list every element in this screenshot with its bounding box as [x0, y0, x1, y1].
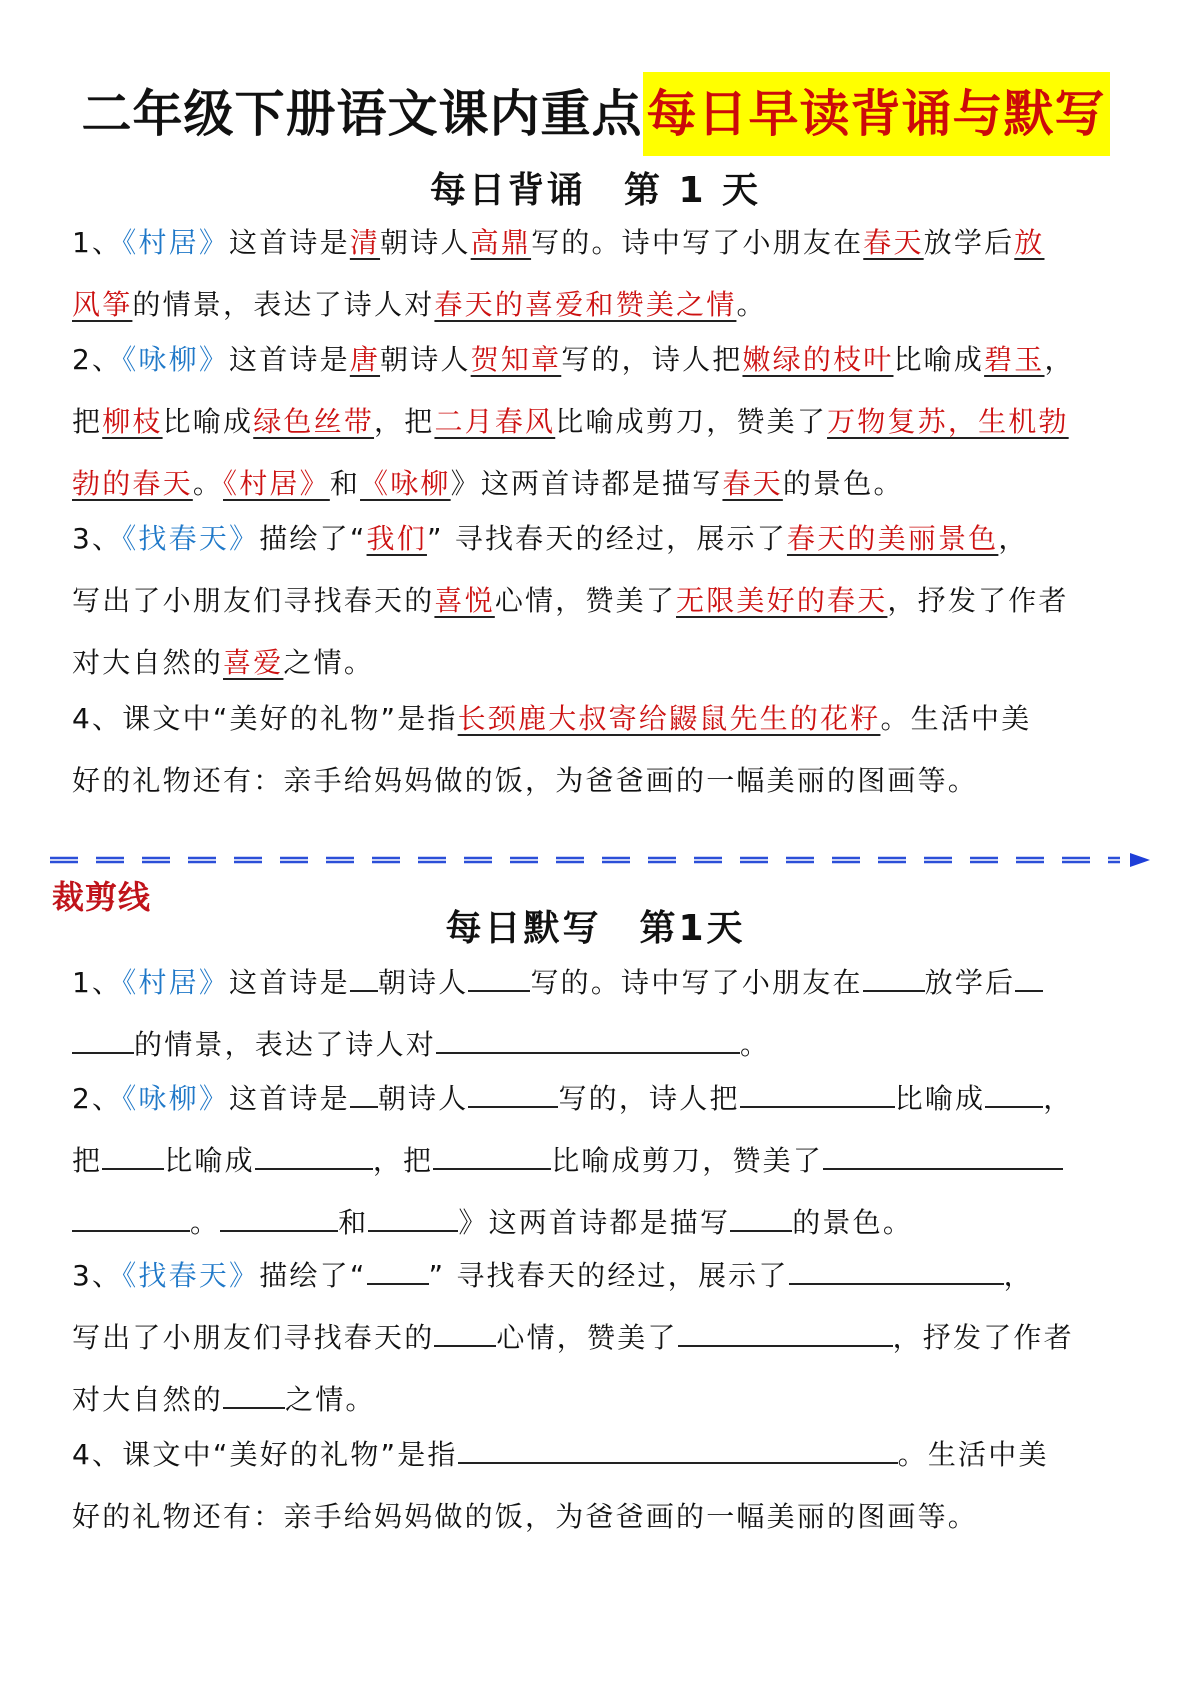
answer: 唐	[349, 343, 381, 376]
text: 放学后	[924, 966, 1016, 999]
text: 的情景，表达了诗人对	[134, 1028, 437, 1061]
blank-field[interactable]	[678, 1323, 893, 1347]
answer: 春天的美丽景色	[786, 522, 999, 555]
answer: 柳枝	[102, 405, 163, 438]
item-number: 3、	[72, 522, 123, 555]
text: 的景色。	[792, 1206, 914, 1239]
text: 朝诗人	[380, 343, 471, 376]
text: 之情。	[285, 1383, 376, 1416]
poem-title: 《咏柳》	[122, 1082, 230, 1115]
text: ” 寻找春天的经过，展示了	[426, 522, 787, 555]
text: 这首诗是	[229, 226, 350, 259]
title-highlight: 每日早读背诵与默写	[643, 72, 1110, 156]
answer: 《咏柳	[360, 467, 451, 500]
recite-item-3	[72, 508, 1122, 694]
recite-heading-right: 第 1 天	[623, 170, 762, 211]
dictation-heading	[0, 900, 1191, 951]
item-number: 2、	[72, 343, 123, 376]
answer: 长颈鹿大叔寄给鼹鼠先生的花籽	[457, 702, 881, 735]
answer: 万物复苏，生机勃	[827, 405, 1069, 438]
blank-field[interactable]	[789, 1261, 1004, 1285]
answer: 碧玉	[984, 343, 1045, 376]
answer: 放	[1014, 226, 1045, 259]
text: 。	[736, 288, 767, 321]
answer: 高鼎	[470, 226, 532, 259]
blank-field[interactable]	[368, 1208, 458, 1232]
answer: 春天的喜爱和赞美之情	[434, 288, 737, 321]
text: 。生活中美	[897, 1438, 1049, 1471]
answer: 无限美好的春天	[676, 584, 888, 617]
text: 朝诗人	[380, 226, 471, 259]
text: ，	[1043, 1082, 1074, 1115]
text: 这首诗是	[229, 1082, 350, 1115]
text: 比喻成	[894, 1082, 986, 1115]
blank-field[interactable]	[220, 1208, 338, 1232]
answer: 春天	[722, 467, 783, 500]
blank-field[interactable]	[367, 1261, 429, 1285]
answer: 绿色丝带	[253, 405, 375, 438]
text: 课文中“美好的礼物”是指	[122, 1438, 458, 1471]
text: 之情。	[283, 646, 375, 679]
poem-title: 《咏柳》	[122, 343, 230, 376]
blank-field[interactable]	[255, 1146, 373, 1170]
text: 写出了小朋友们寻找春天的	[72, 584, 435, 617]
text: 和	[329, 467, 361, 500]
text: ” 寻找春天的经过，展示了	[428, 1259, 789, 1292]
text: 好的礼物还有：亲手给妈妈做的饭，为爸爸画的一幅美丽的图画等。	[72, 764, 979, 797]
item-number: 4、	[72, 1438, 123, 1471]
poem-title: 《找春天》	[122, 1259, 260, 1292]
blank-field[interactable]	[102, 1146, 164, 1170]
answer: 喜爱	[223, 646, 284, 679]
text: 心情，赞美了	[494, 584, 677, 617]
answer: 喜悦	[434, 584, 495, 617]
title-main: 二年级下册语文课内重点	[81, 85, 643, 143]
text: ，	[1003, 1259, 1034, 1292]
text: ，	[998, 522, 1029, 555]
text: ，抒发了作者	[892, 1321, 1074, 1354]
blank-field[interactable]	[740, 1084, 895, 1108]
dictation-item-4	[72, 1424, 1122, 1548]
answer: 《村居》	[223, 467, 330, 500]
text: 朝诗人	[377, 1082, 469, 1115]
dictation-item-3	[72, 1245, 1122, 1431]
answer: 我们	[366, 522, 427, 555]
text: 好的礼物还有：亲手给妈妈做的饭，为爸爸画的一幅美丽的图画等。	[72, 1500, 979, 1533]
blank-field[interactable]	[468, 968, 530, 992]
poem-title: 《找春天》	[122, 522, 260, 555]
blank-field[interactable]	[433, 1146, 551, 1170]
blank-field[interactable]	[72, 1208, 190, 1232]
item-number: 2、	[72, 1082, 123, 1115]
text: 。生活中美	[880, 702, 1032, 735]
text: ，	[1044, 343, 1075, 376]
text: ，抒发了作者	[887, 584, 1069, 617]
text: 放学后	[923, 226, 1015, 259]
text: 写的，诗人把	[561, 343, 743, 376]
recite-item-4	[72, 688, 1122, 812]
dictation-item-1	[72, 952, 1122, 1076]
text: 的景色。	[782, 467, 904, 500]
blank-field[interactable]	[436, 1030, 740, 1054]
blank-field[interactable]	[863, 968, 925, 992]
blank-field[interactable]	[350, 1084, 378, 1108]
item-number: 1、	[72, 226, 123, 259]
cut-label: 裁剪线	[52, 878, 152, 916]
text: 比喻成	[164, 1144, 255, 1177]
blank-field[interactable]	[72, 1030, 134, 1054]
answer: 风筝	[72, 288, 133, 321]
blank-field[interactable]	[985, 1084, 1043, 1108]
text: 》这两首诗都是描写	[450, 467, 723, 500]
blank-field[interactable]	[1015, 968, 1043, 992]
blank-field[interactable]	[223, 1385, 285, 1409]
text: 这首诗是	[229, 343, 350, 376]
text: 比喻成	[893, 343, 985, 376]
text: 。	[740, 1028, 771, 1061]
item-number: 1、	[72, 966, 123, 999]
text: 写出了小朋友们寻找春天的	[72, 1321, 435, 1354]
text: 比喻成	[162, 405, 254, 438]
text: 对大自然的	[72, 646, 224, 679]
text: 。	[190, 1206, 221, 1239]
text: 对大自然的	[72, 1383, 224, 1416]
text: 写的，诗人把	[558, 1082, 740, 1115]
recite-heading-left: 每日背诵	[429, 170, 586, 211]
text: 朝诗人	[377, 966, 469, 999]
blank-field[interactable]	[434, 1323, 496, 1347]
text: 》这两首诗都是描写	[458, 1206, 731, 1239]
recite-heading	[0, 162, 1191, 213]
text: 和	[338, 1206, 369, 1239]
blank-field[interactable]	[823, 1146, 1063, 1170]
blank-field[interactable]	[730, 1208, 792, 1232]
answer: 春天	[863, 226, 924, 259]
poem-title: 《村居》	[122, 226, 230, 259]
text: 写的。诗中写了小朋友在	[531, 226, 864, 259]
blank-field[interactable]	[350, 968, 378, 992]
cut-line-arrow-icon	[50, 853, 1150, 867]
answer: 清	[349, 226, 381, 259]
page-title	[0, 72, 1191, 156]
text: 比喻成剪刀，赞美了	[555, 405, 828, 438]
text: 比喻成剪刀，赞美了	[551, 1144, 824, 1177]
text: 的情景，表达了诗人对	[132, 288, 435, 321]
dictation-item-2	[72, 1068, 1122, 1254]
text: 写的。诗中写了小朋友在	[530, 966, 863, 999]
text: ，把	[372, 1144, 434, 1177]
answer: 勃的春天	[72, 467, 193, 500]
answer: 嫩绿的枝叶	[742, 343, 894, 376]
item-number: 4、	[72, 702, 123, 735]
blank-field[interactable]	[458, 1440, 898, 1464]
dictation-heading-right: 第1天	[639, 908, 746, 949]
recite-item-2	[72, 329, 1122, 515]
text: 。	[192, 467, 224, 500]
text: 课文中“美好的礼物”是指	[122, 702, 458, 735]
blank-field[interactable]	[468, 1084, 558, 1108]
answer: 贺知章	[470, 343, 562, 376]
poem-title: 《村居》	[122, 966, 230, 999]
text: 把	[72, 405, 103, 438]
text: ，把	[374, 405, 435, 438]
text: 描绘了“	[259, 1259, 367, 1292]
text: 描绘了“	[259, 522, 367, 555]
text: 心情，赞美了	[496, 1321, 678, 1354]
text: 把	[72, 1144, 103, 1177]
text: 这首诗是	[229, 966, 350, 999]
dictation-heading-left: 每日默写	[445, 908, 602, 949]
recite-item-1	[72, 212, 1122, 336]
answer: 二月春风	[434, 405, 556, 438]
item-number: 3、	[72, 1259, 123, 1292]
